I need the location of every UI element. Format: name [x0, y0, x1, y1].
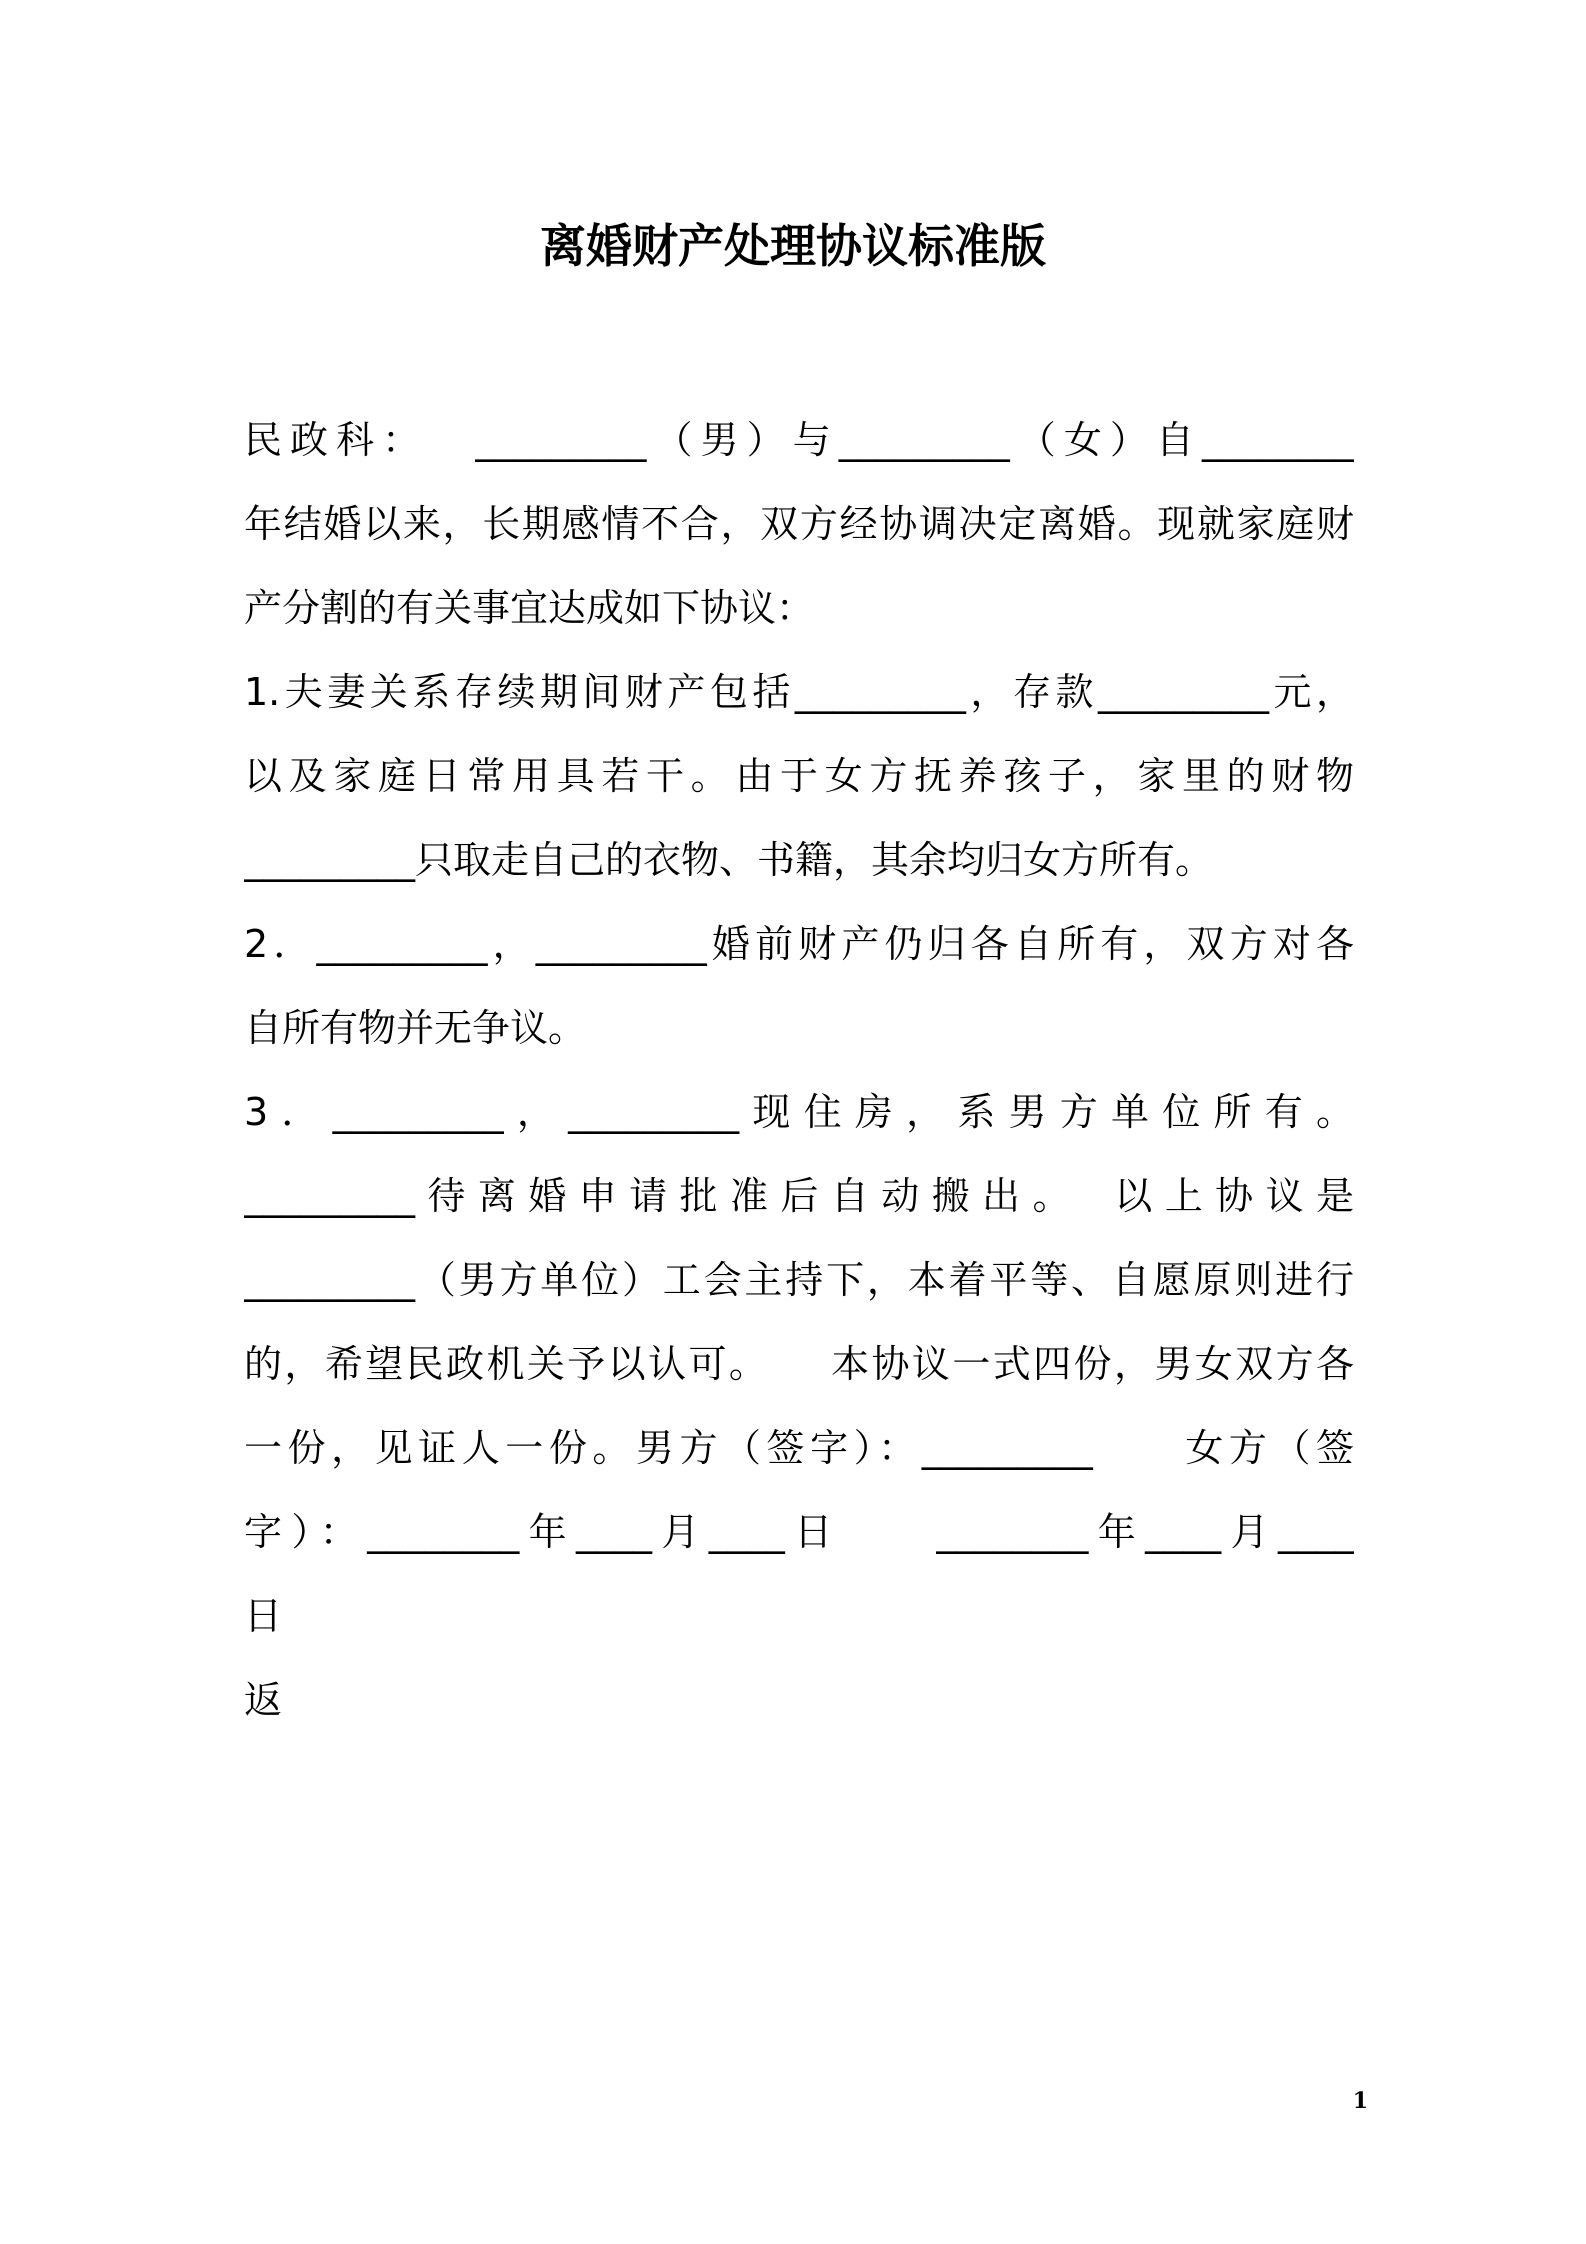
body-line-14: 字）：________年____月____日 ________年____月____	[244, 1510, 1354, 1554]
body-line-3: 产分割的有关事宜达成如下协议：	[244, 586, 815, 630]
body-line-9: 3．_________，_________现住房，系男方单位所有。	[244, 1090, 1354, 1134]
body-line-12: 的，希望民政机关予以认可。 本协议一式四份，男女双方各	[244, 1342, 1354, 1386]
body-line-6: _________只取走自己的衣物、书籍，其余均归女方所有。	[244, 838, 1214, 882]
document-body	[244, 398, 1354, 1742]
body-line-11: _________（男方单位）工会主持下，本着平等、自愿原则进行	[244, 1258, 1354, 1302]
body-line-13: 一份，见证人一份。男方（签字）：_________ 女方（签	[244, 1426, 1354, 1470]
body-line-4: 1.夫妻关系存续期间财产包括_________，存款_________元，	[244, 670, 1354, 714]
body-line-8: 自所有物并无争议。	[244, 1006, 587, 1050]
body-line-5: 以及家庭日常用具若干。由于女方抚养孩子，家里的财物	[244, 754, 1354, 798]
body-line-15: 日	[244, 1594, 283, 1638]
body-line-2: 年结婚以来，长期感情不合，双方经协调决定离婚。现就家庭财	[244, 502, 1354, 546]
body-line-10: _________待离婚申请批准后自动搬出。 以上协议是	[244, 1174, 1354, 1218]
document-title: 离婚财产处理协议标准版	[540, 219, 1046, 273]
page-number: 1	[1352, 2088, 1368, 2114]
body-line-1: 民政科： _________（男）与_________（女）自________	[244, 418, 1354, 462]
body-line-16: 返	[244, 1678, 283, 1722]
body-line-7: 2．_________，_________婚前财产仍归各自所有，双方对各	[244, 922, 1354, 966]
